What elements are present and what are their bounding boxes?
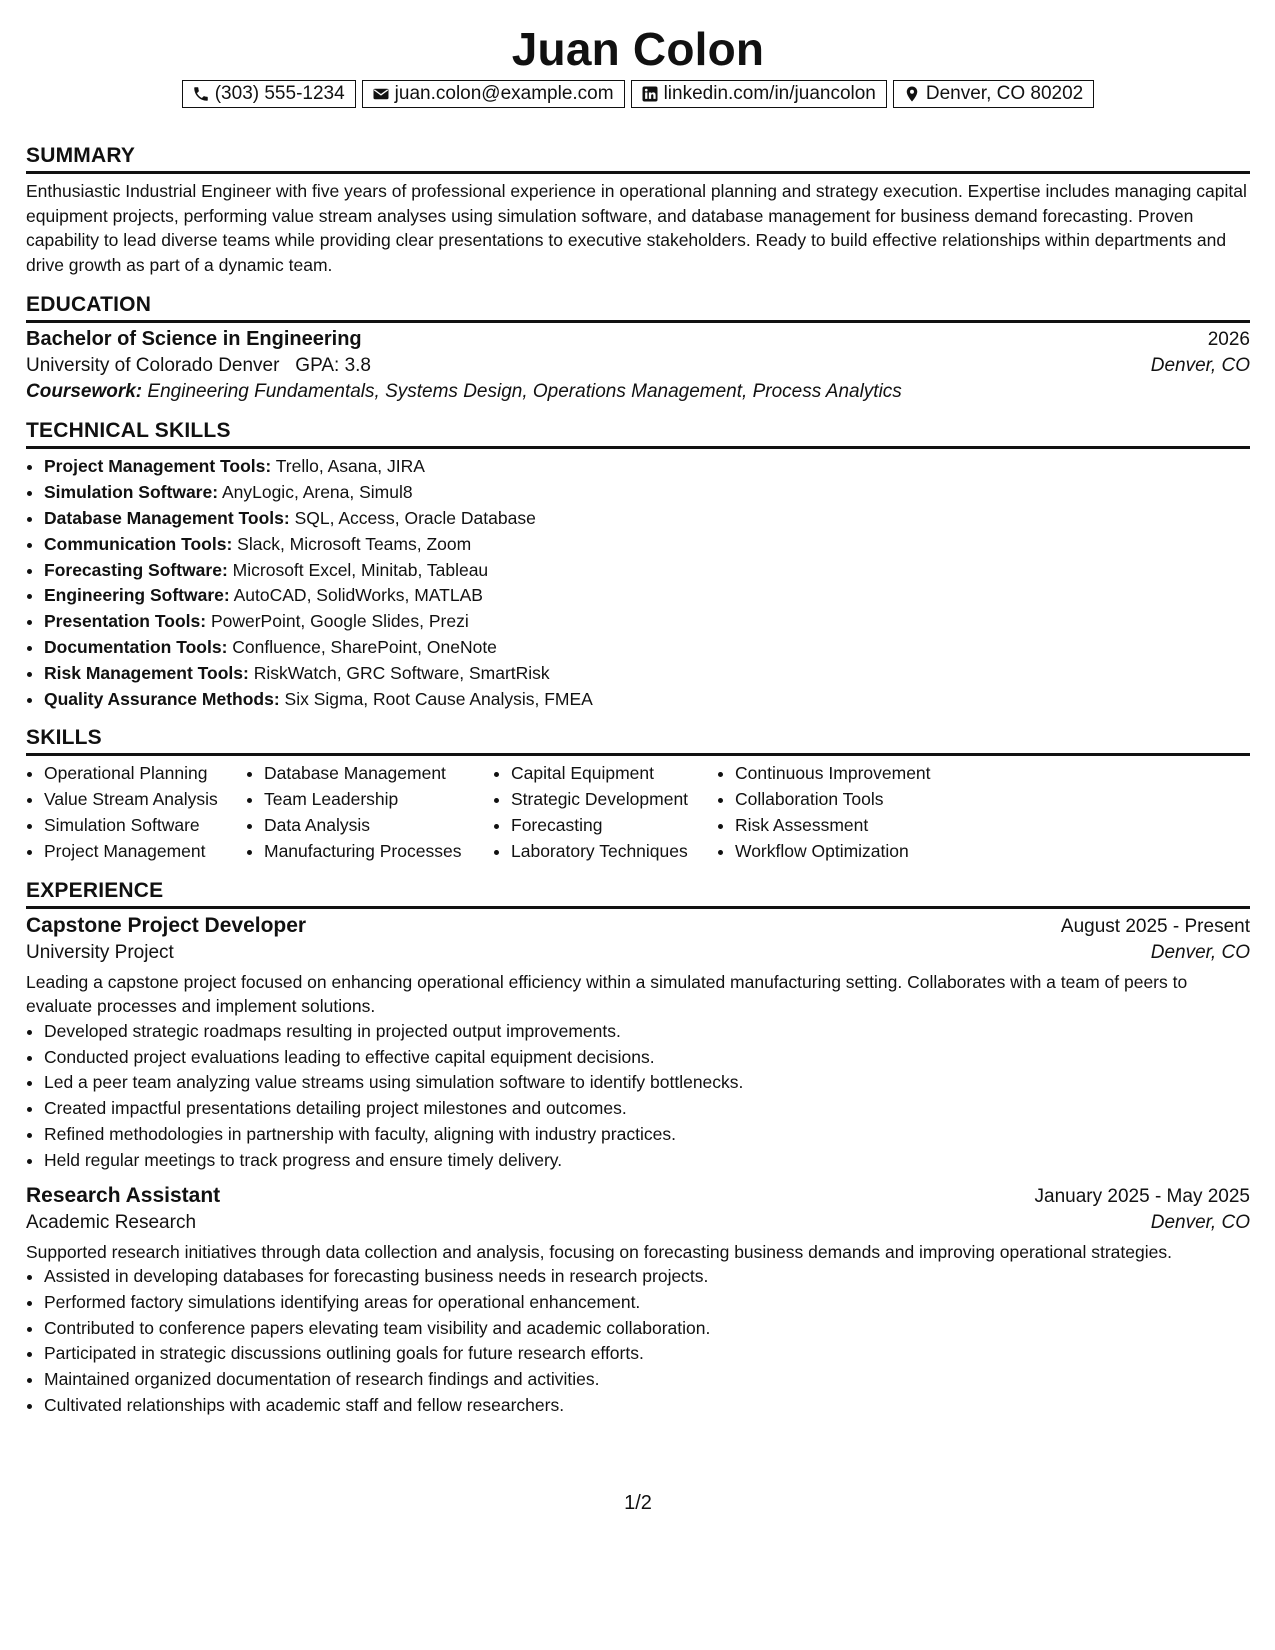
- school-info: [26, 355, 371, 377]
- skill-value: Microsoft Excel, Minitab, Tableau: [232, 559, 489, 580]
- job-entry: [26, 1184, 1250, 1419]
- list-item: • Performed factory simulations identifying areas for operational enhancement.: [44, 1290, 1250, 1316]
- list-item: [44, 609, 1250, 635]
- list-item: [44, 558, 1250, 584]
- contact-location-text: Denver, CO 80202: [925, 83, 1084, 104]
- school-name: University of Colorado Denver: [26, 355, 280, 377]
- job-header-row: [26, 1184, 1250, 1208]
- list-item: • Data Analysis: [264, 813, 493, 839]
- contact-email-text: juan.colon@example.com: [394, 83, 614, 104]
- coursework: [26, 381, 1250, 403]
- job-entry: [26, 914, 1250, 1174]
- skill-label: Database Management Tools:: [44, 507, 290, 528]
- list-item: • Collaboration Tools: [735, 787, 977, 813]
- list-item: • Contributed to conference papers elevating team visibility and academic collaboration.: [44, 1316, 1250, 1342]
- phone-icon: [192, 85, 210, 103]
- skill-value: PowerPoint, Google Slides, Prezi: [210, 611, 469, 632]
- list-item: • Operational Planning: [44, 761, 246, 787]
- contact-email[interactable]: [362, 80, 625, 108]
- education-school-row: [26, 355, 1250, 377]
- education-header-row: [26, 328, 1250, 351]
- skill-value: AnyLogic, Arena, Simul8: [221, 482, 413, 503]
- list-item: [44, 687, 1250, 713]
- technical-skills-section: [26, 419, 1250, 712]
- list-item: • Team Leadership: [264, 787, 493, 813]
- job-dates: August 2025 - Present: [1060, 915, 1250, 937]
- skills-grid: [26, 761, 1250, 864]
- technical-skills-heading: TECHNICAL SKILLS: [26, 419, 1250, 449]
- skill-value: Confluence, SharePoint, OneNote: [232, 636, 497, 657]
- skill-value: SQL, Access, Oracle Database: [294, 507, 536, 528]
- skill-label: Risk Management Tools:: [44, 662, 249, 683]
- job-bullets: [26, 1264, 1250, 1419]
- job-dates: January 2025 - May 2025: [1034, 1185, 1250, 1207]
- list-item: • Refined methodologies in partnership with faculty, aligning with industry practices.: [44, 1122, 1250, 1148]
- list-item: [44, 583, 1250, 609]
- skills-column: [26, 761, 246, 864]
- list-item: • Continuous Improvement: [735, 761, 977, 787]
- job-org-row: [26, 1212, 1250, 1234]
- list-item: • Capital Equipment: [511, 761, 717, 787]
- degree-title: Bachelor of Science in Engineering: [26, 328, 362, 351]
- job-org: University Project: [26, 941, 174, 963]
- list-item: • Strategic Development: [511, 787, 717, 813]
- job-description: Supported research initiatives through data collection and analysis, focusing on forecasting business demands and improving operational strategies.: [26, 1241, 1172, 1262]
- list-item: • Participated in strategic discussions outlining goals for future research efforts.: [44, 1341, 1250, 1367]
- gpa: GPA: 3.8: [295, 355, 371, 377]
- list-item: • Project Management: [44, 839, 246, 865]
- list-item: • Simulation Software: [44, 813, 246, 839]
- list-item: [44, 480, 1250, 506]
- summary-heading: SUMMARY: [26, 144, 1250, 174]
- summary-text: Enthusiastic Industrial Engineer with five years of professional experience in operational planning and strategy execution. Expertise includes managing capital equipment projects, performing value stream analyses using simulation software, and database management for business demand forecasting. Proven capability to lead diverse teams while providing clear presentations to executive stakeholders. Ready to build effective relationships within departments and drive growth as part of a dynamic team.: [26, 181, 1247, 275]
- contact-phone-text: (303) 555-1234: [214, 83, 345, 104]
- skill-label: Project Management Tools:: [44, 456, 272, 477]
- contact-phone[interactable]: [182, 80, 356, 108]
- contact-bar: [26, 80, 1250, 108]
- list-item: [44, 454, 1250, 480]
- list-item: • Workflow Optimization: [735, 839, 977, 865]
- experience-heading: EXPERIENCE: [26, 879, 1250, 909]
- job-description: Leading a capstone project focused on enhancing operational efficiency within a simulated manufacturing setting. Collaborates with a team of peers to evaluate processes and implement solutions.: [26, 971, 1188, 1017]
- skill-value: AutoCAD, SolidWorks, MATLAB: [233, 585, 483, 606]
- skills-heading: SKILLS: [26, 726, 1250, 756]
- list-item: • Assisted in developing databases for forecasting business needs in research projects.: [44, 1264, 1250, 1290]
- contact-linkedin-text: linkedin.com/in/juancolon: [663, 83, 876, 104]
- job-location: Denver, CO: [1150, 1211, 1250, 1233]
- list-item: • Developed strategic roadmaps resulting in projected output improvements.: [44, 1019, 1250, 1045]
- job-header-row: [26, 914, 1250, 938]
- list-item: • Forecasting: [511, 813, 717, 839]
- skill-value: RiskWatch, GRC Software, SmartRisk: [253, 662, 550, 683]
- list-item: • Risk Assessment: [735, 813, 977, 839]
- list-item: • Manufacturing Processes: [264, 839, 493, 865]
- job-location: Denver, CO: [1150, 941, 1250, 963]
- summary-section: [26, 144, 1250, 277]
- list-item: [44, 661, 1250, 687]
- list-item: [44, 635, 1250, 661]
- skill-label: Presentation Tools:: [44, 611, 207, 632]
- list-item: • Held regular meetings to track progress and ensure timely delivery.: [44, 1148, 1250, 1174]
- list-item: • Cultivated relationships with academic staff and fellow researchers.: [44, 1393, 1250, 1419]
- technical-skills-list: [26, 454, 1250, 712]
- coursework-label: Coursework:: [26, 381, 143, 403]
- job-role: Research Assistant: [26, 1183, 221, 1207]
- skill-value: Slack, Microsoft Teams, Zoom: [237, 533, 472, 554]
- list-item: • Maintained organized documentation of research findings and activities.: [44, 1367, 1250, 1393]
- coursework-list: Engineering Fundamentals, Systems Design, Operations Management, Process Analytics: [147, 381, 902, 403]
- skill-label: Quality Assurance Methods:: [44, 688, 280, 709]
- skill-label: Communication Tools:: [44, 533, 233, 554]
- candidate-name: Juan Colon: [511, 23, 765, 75]
- envelope-icon: [372, 85, 390, 103]
- list-item: • Led a peer team analyzing value streams using simulation software to identify bottlenecks.: [44, 1070, 1250, 1096]
- list-item: [44, 532, 1250, 558]
- skill-label: Engineering Software:: [44, 585, 230, 606]
- list-item: • Created impactful presentations detailing project milestones and outcomes.: [44, 1096, 1250, 1122]
- skills-column: [246, 761, 493, 864]
- skill-value: Six Sigma, Root Cause Analysis, FMEA: [284, 688, 593, 709]
- education-section: [26, 293, 1250, 403]
- list-item: • Database Management: [264, 761, 493, 787]
- job-org: Academic Research: [26, 1211, 197, 1233]
- skills-section: [26, 726, 1250, 864]
- school-location: Denver, CO: [1150, 355, 1250, 377]
- experience-section: [26, 879, 1250, 1419]
- resume-page: [26, 0, 1250, 1650]
- linkedin-icon: [641, 85, 659, 103]
- skill-value: Trello, Asana, JIRA: [275, 456, 425, 477]
- skills-column: [717, 761, 977, 864]
- graduation-year: 2026: [1207, 329, 1250, 351]
- skills-column: [493, 761, 717, 864]
- skill-label: Documentation Tools:: [44, 636, 228, 657]
- job-org-row: [26, 942, 1250, 964]
- skill-label: Simulation Software:: [44, 482, 219, 503]
- skill-label: Forecasting Software:: [44, 559, 228, 580]
- job-bullets: [26, 1019, 1250, 1174]
- list-item: • Conducted project evaluations leading to effective capital equipment decisions.: [44, 1045, 1250, 1071]
- page-number: 1/2: [624, 1492, 652, 1514]
- list-item: • Value Stream Analysis: [44, 787, 246, 813]
- list-item: [44, 506, 1250, 532]
- map-pin-icon: [903, 85, 921, 103]
- education-heading: EDUCATION: [26, 293, 1250, 323]
- job-role: Capstone Project Developer: [26, 913, 307, 937]
- list-item: • Laboratory Techniques: [511, 839, 717, 865]
- contact-linkedin[interactable]: [631, 80, 887, 108]
- contact-location[interactable]: [893, 80, 1094, 108]
